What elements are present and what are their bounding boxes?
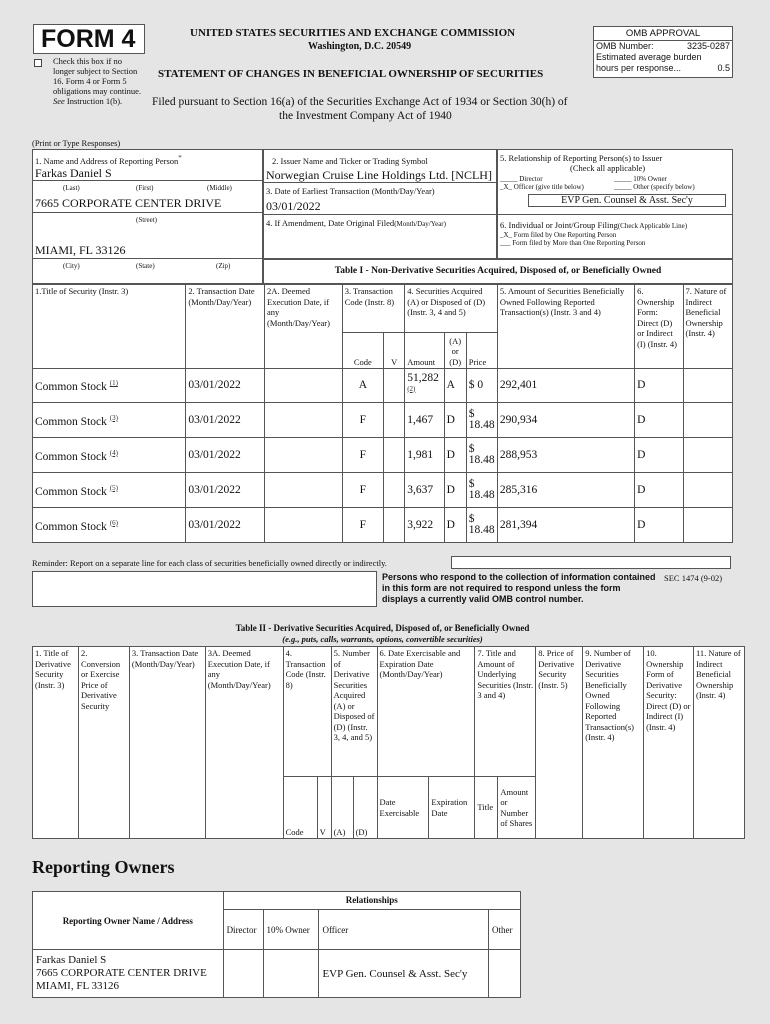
table-row: Common Stock $^{(3)}$ 03/01/2022 F 1,467 D $ 18.48 290,934 D [33, 403, 733, 438]
omb-hours: 0.5 [717, 63, 730, 73]
director-option: _____ Director [500, 175, 543, 183]
owned-following: 292,401 [497, 369, 634, 403]
t1-col-aord: (A) or (D) [444, 333, 466, 369]
t1-col-nature: 7. Nature of Indirect Beneficial Ownership (Instr. 4) [683, 285, 733, 369]
issuer-box [263, 149, 497, 259]
price: 18.48 [468, 489, 495, 501]
price: 18.48 [468, 454, 495, 466]
t1-col-deemed: 2A. Deemed Execution Date, if any (Month/Day/Year) [265, 285, 343, 369]
t2-col-exercisable: 6. Date Exercisable and Expiration Date (Month/Day/Year) [377, 647, 475, 777]
table1-title: Table I - Non-Derivative Securities Acquired, Disposed of, or Beneficially Owned [334, 266, 662, 276]
owners-col-other: Other [488, 910, 520, 950]
owners-col-officer: Officer [319, 910, 489, 950]
transaction-code: A [342, 369, 383, 403]
filing-one: _X_ Form filed by One Reporting Person [500, 231, 617, 239]
persons-notice: Persons who respond to the collection of information contained in this form are not required to respond unless the form displays a currently valid OMB control number. [382, 572, 656, 604]
t2-col-v: V [317, 777, 331, 839]
omb-title: OMB APPROVAL [594, 27, 732, 41]
t2-col-a: (A) [331, 777, 353, 839]
zip-label: (Zip) [216, 262, 231, 270]
price: 18.48 [468, 419, 495, 431]
city-label: (City) [63, 262, 80, 270]
t2-col-exp: Expiration Date [429, 777, 475, 839]
t1-col-form: 6. Ownership Form: Direct (D) or Indirect (I) (Instr. 4) [635, 285, 683, 369]
t2-col-und-title: Title [475, 777, 498, 839]
t2-col-d: (D) [353, 777, 377, 839]
t2-col-code: Code [283, 777, 317, 839]
ownership-form: D [635, 473, 683, 508]
footnote-link[interactable]: (1) [109, 379, 118, 388]
owner-officer-title: EVP Gen. Counsel & Asst. Sec'y [319, 950, 489, 998]
omb-number-label: OMB Number: [596, 41, 654, 51]
transaction-date: 03/01/2022 [186, 473, 265, 508]
security-title: Common Stock [35, 380, 107, 393]
owner-name: Farkas Daniel S [36, 954, 107, 966]
owned-following: 290,934 [497, 403, 634, 438]
acquired-disposed: D [444, 508, 466, 543]
acquired-disposed: D [444, 403, 466, 438]
table-row: Common Stock $^{(6)}$ 03/01/2022 F 3,922 D $ 18.48 281,394 D [33, 508, 733, 543]
footnote-link[interactable]: (3) [109, 413, 118, 422]
relationship-box [497, 149, 733, 259]
price: 18.48 [468, 524, 495, 536]
officer-option: _X_ Officer (give title below) [500, 183, 584, 191]
t1-col-date: 2. Transaction Date (Month/Day/Year) [186, 285, 265, 369]
owned-following: 281,394 [497, 508, 634, 543]
t2-col-date-ex: Date Exercisable [377, 777, 429, 839]
transaction-date: 03/01/2022 [186, 508, 265, 543]
t2-col-form: 10. Ownership Form of Derivative Security: Direct (D) or Indirect (I) (Instr. 4) [644, 647, 694, 839]
reminder-field [451, 556, 731, 569]
earliest-date: 03/01/2022 [266, 199, 321, 213]
t2-col-deemed: 3A. Deemed Execution Date, if any (Month/Day/Year) [205, 647, 283, 839]
filing-label: 6. Individual or Joint/Group Filing(Check Applicable Line) [500, 220, 688, 230]
owner10-option: _____ 10% Owner [614, 175, 667, 183]
transaction-date: 03/01/2022 [186, 438, 265, 473]
filing-more: ___ Form filed by More than One Reporting Person [500, 239, 646, 247]
middle-label: (Middle) [207, 184, 232, 192]
owner-street: 7665 CORPORATE CENTER DRIVE [36, 967, 207, 979]
table-row: Common Stock $^{(4)}$ 03/01/2022 F 1,981 D $ 18.48 288,953 D [33, 438, 733, 473]
t1-col-v: V [384, 333, 405, 369]
officer-title: EVP Gen. Counsel & Asst. Sec'y [528, 194, 726, 207]
ownership-form: D [635, 438, 683, 473]
earliest-date-label: 3. Date of Earliest Transaction (Month/Day/Year) [266, 186, 435, 196]
owners-col-relationships: Relationships [223, 892, 520, 910]
no-longer-subject-checkbox[interactable] [34, 59, 42, 67]
table2-derivative [32, 646, 745, 839]
ownership-form: D [635, 403, 683, 438]
state-label: (State) [136, 262, 155, 270]
amount: 1,467 [405, 403, 444, 438]
owners-col-owner10: 10% Owner [263, 910, 319, 950]
footnote-link[interactable]: (2) [407, 384, 416, 393]
owner-city: MIAMI, FL 33126 [36, 980, 120, 992]
security-title: Common Stock [35, 450, 107, 463]
t2-col-owned: 9. Number of Derivative Securities Beneficially Owned Following Reported Transaction(s) (Instr. 4) [583, 647, 644, 839]
issuer-label: 2. Issuer Name and Ticker or Trading Symbol [272, 156, 428, 166]
amendment-label: 4. If Amendment, Date Original Filed(Month/Day/Year) [266, 218, 446, 228]
t2-col-underlying: 7. Title and Amount of Underlying Securities (Instr. 3 and 4) [475, 647, 536, 777]
t1-col-code: Code [342, 333, 383, 369]
t1-col-owned: 5. Amount of Securities Beneficially Owned Following Reported Transaction(s) (Instr. 3 and 4) [497, 285, 634, 369]
transaction-date: 03/01/2022 [186, 403, 265, 438]
security-title: Common Stock [35, 485, 107, 498]
footnote-link[interactable]: (5) [109, 483, 118, 492]
t2-col-nature: 11. Nature of Indirect Beneficial Ownership (Instr. 4) [694, 647, 745, 839]
reporting-person-box [32, 149, 263, 284]
t1-col-price: Price [466, 333, 497, 369]
omb-approval-box [593, 26, 733, 78]
amount: 1,981 [405, 438, 444, 473]
t2-col-price: 8. Price of Derivative Security (Instr. 5) [536, 647, 583, 839]
reporting-city: MIAMI, FL 33126 [35, 243, 126, 257]
omb-number: 3235-0287 [686, 41, 730, 51]
t1-col-acquired: 4. Securities Acquired (A) or Disposed of (D) (Instr. 3, 4 and 5) [405, 285, 498, 333]
t1-col-amount: Amount [405, 333, 444, 369]
print-type-note: (Print or Type Responses) [32, 138, 121, 148]
security-title: Common Stock [35, 520, 107, 533]
t2-col-und-amount: Amount or Number of Shares [498, 777, 536, 839]
transaction-date: 03/01/2022 [186, 369, 265, 403]
ownership-form: D [635, 369, 683, 403]
footnote-link[interactable]: (6) [109, 518, 118, 527]
relationship-check: (Check all applicable) [570, 163, 646, 173]
filed-pursuant: Filed pursuant to Section 16(a) of the Securities Exchange Act of 1934 or Section 30(h) of [152, 96, 568, 108]
t2-col-code-group: 4. Transaction Code (Instr. 8) [283, 647, 331, 777]
t1-col-security: 1.Title of Security (Instr. 3) [33, 285, 186, 369]
table2-subtitle: (e.g., puts, calls, warrants, options, convertible securities) [282, 634, 483, 644]
reporting-person-label: 1. Name and Address of Reporting Person* [35, 154, 182, 166]
table-row: Common Stock $^{(5)}$ 03/01/2022 F 3,637 D $ 18.48 285,316 D [33, 473, 733, 508]
table-row [33, 369, 733, 403]
amount: 3,637 [405, 473, 444, 508]
transaction-code: F [342, 403, 383, 438]
other-option: _____ Other (specify below) [614, 183, 695, 191]
notice-blank-box [32, 571, 377, 607]
transaction-code: F [342, 473, 383, 508]
t1-col-code-group: 3. Transaction Code (Instr. 8) [342, 285, 405, 333]
filed-pursuant-2: the Investment Company Act of 1940 [279, 110, 452, 122]
t2-col-conversion: 2. Conversion or Exercise Price of Derivative Security [78, 647, 129, 839]
first-label: (First) [136, 184, 154, 192]
t2-col-date: 3. Transaction Date (Month/Day/Year) [129, 647, 205, 839]
agency-location: Washington, D.C. 20549 [308, 41, 412, 52]
table-row [33, 950, 521, 998]
checkbox-instruction: Check this box if no longer subject to Section 16. Form 4 or Form 5 obligations may continue. See Instruction 1(b). [53, 56, 142, 106]
table1-non-derivative [32, 284, 733, 543]
ownership-form: D [635, 508, 683, 543]
reporting-owners-heading: Reporting Owners [32, 857, 175, 877]
owners-col-name: Reporting Owner Name / Address [33, 892, 224, 950]
omb-hours-label: hours per response... [596, 63, 682, 73]
security-title: Common Stock [35, 415, 107, 428]
reporting-person-name: Farkas Daniel S [35, 166, 112, 180]
statement-title: STATEMENT OF CHANGES IN BENEFICIAL OWNERSHIP OF SECURITIES [158, 68, 544, 80]
issuer-name: Norwegian Cruise Line Holdings Ltd. [NCLH] [266, 168, 492, 182]
footnote-link[interactable]: (4) [109, 448, 118, 457]
owned-following: 288,953 [497, 438, 634, 473]
transaction-code: F [342, 438, 383, 473]
t2-col-title: 1. Title of Derivative Security (Instr. 3) [33, 647, 79, 839]
form-title: FORM 4 [41, 25, 136, 53]
table2-title: Table II - Derivative Securities Acquired, Disposed of, or Beneficially Owned [235, 623, 530, 633]
acquired-disposed: A [444, 369, 466, 403]
owned-following: 285,316 [497, 473, 634, 508]
owners-col-director: Director [223, 910, 263, 950]
price: $ 0 [466, 369, 497, 403]
reminder-text: Reminder: Report on a separate line for each class of securities beneficially owned directly or indirectly. [32, 558, 387, 568]
amount: 51,282 [407, 371, 439, 384]
t2-col-number: 5. Number of Derivative Securities Acquired (A) or Disposed of (D) (Instr. 3, 4, and 5) [331, 647, 377, 777]
last-label: (Last) [63, 184, 80, 192]
transaction-code: F [342, 508, 383, 543]
sec-code: SEC 1474 (9-02) [664, 573, 723, 583]
agency-name: UNITED STATES SECURITIES AND EXCHANGE COMMISSION [190, 27, 516, 39]
reporting-street: 7665 CORPORATE CENTER DRIVE [35, 196, 222, 210]
acquired-disposed: D [444, 438, 466, 473]
acquired-disposed: D [444, 473, 466, 508]
omb-burden-label: Estimated average burden [596, 52, 702, 62]
amount: 3,922 [405, 508, 444, 543]
relationship-label: 5. Relationship of Reporting Person(s) to Issuer [500, 153, 663, 163]
street-label: (Street) [136, 216, 157, 224]
reporting-owners-table [32, 891, 521, 998]
